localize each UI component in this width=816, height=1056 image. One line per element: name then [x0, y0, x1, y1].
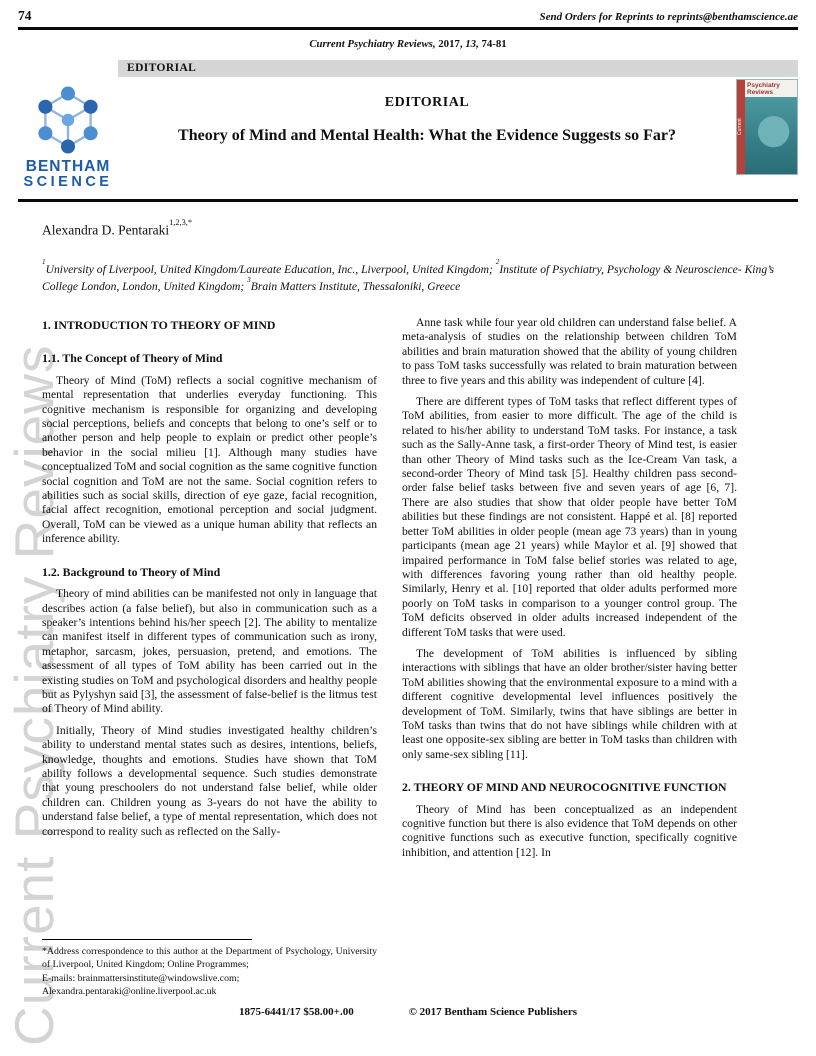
- title-block: [118, 79, 736, 145]
- right-column: [402, 316, 737, 998]
- issn-price: 1875-6441/17 $58.00+.00: [238, 1006, 354, 1019]
- cover-artwork: [745, 97, 797, 174]
- copyright-notice: © 2017 Bentham Science Publishers: [408, 1006, 578, 1019]
- paragraph: Initially, Theory of Mind studies investigated healthy children’s ability to understand mental states such as desires, intentions, beliefs, knowledge, thoughts and emotions. Studies have shown that ToM ability follows a developmental sequence. Such studies demonstrate that young preschoolers do not understand false belief, while older children can. Children young as 3-years do not have the ability to understand false belief, a type of mental representation, which does not correspond to reality such as reflected on the Sally-: [42, 723, 377, 838]
- bottom-publisher-line: [0, 1006, 816, 1018]
- top-rule: [18, 27, 798, 30]
- paragraph: Theory of Mind has been conceptualized as an independent cognitive function but there is also evidence that ToM depends on other cognitive functions such as executive function, specifically cognitive inhibition, and attention [12]. In: [402, 802, 737, 859]
- journal-watermark: Current Psychiatry Reviews: [3, 344, 65, 1046]
- reprint-notice: Send Orders for Reprints to reprints@benthamscience.ae: [539, 11, 798, 23]
- masthead: [18, 60, 798, 191]
- footnote-rule: [42, 939, 252, 940]
- cover-spine: Current: [737, 80, 745, 174]
- journal-citation: [0, 38, 816, 50]
- footnote-email-2: Alexandra.pentaraki@online.liverpool.ac.uk: [42, 985, 217, 997]
- citation-volume: 13,: [462, 37, 479, 50]
- paragraph: There are different types of ToM tasks that reflect different types of ToM abilities, from easier to more difficult. The age of the child is related to his/her ability to understand ToM tasks. For instance, a task such as the Sally-Anne task, a first-order Theory of Mind test, is easier than other Theory of Mind tasks such as the Ice-Cream Van task, a second-order Theory of Mind task [5]. Healthy children pass second-order false belief tasks between five and seven years of age [6, 7]. There are also studies that show that older people have better ToM abilities but these findings are not consistent. Happé et al. [8] reported better ToM abilities in older people (mean age 73 years) than in young participants (mean age 21 years) while Maylor et al. [9] showed that impaired performance in ToM false belief stories was related to age, with differences favoring young rather than old healthy people. Similarly, Henry et al. [10] reported that older adults performed more poorly on ToM tasks in comparison to a younger control group. The ToM deficits observed in older adults increased independent of the different ToM tasks that were used.: [402, 395, 737, 639]
- page-number: 74: [18, 8, 32, 23]
- author-superscript: 1,2,3,*: [169, 218, 193, 228]
- cover-title: [745, 80, 797, 97]
- left-column: [42, 316, 377, 998]
- affiliation-2: Institute of Psychiatry, Psychology & Neuroscience- King’s College London, London, United Kingdom;: [42, 262, 774, 294]
- logo-text-bentham: BENTHAM: [25, 157, 111, 175]
- affiliation-1: University of Liverpool, United Kingdom/Laureate Education, Inc., Liverpool, United Kingdom;: [45, 262, 496, 276]
- affiliation-sup-2: 2: [495, 258, 500, 267]
- paragraph: The development of ToM abilities is influenced by sibling interactions with siblings that have an older brother/sister having better ToM abilities showing that the environmental exposure to a mind with a different cognitive developmental level influences positively the development of ToM. Similarly, twins that have siblings are better in ToM tasks than twins that do not have siblings while children with at least one opposite-sex sibling are better in ToM tasks than children with only same-sex sibling [11].: [402, 646, 737, 761]
- section-label-bar: EDITORIAL: [118, 60, 798, 77]
- citation-journal: Current Psychiatry Reviews,: [309, 37, 436, 50]
- logo-text-science: SCIENCE: [23, 173, 113, 190]
- article-type-heading: EDITORIAL: [384, 94, 470, 110]
- molecule-logo-icon: [24, 81, 112, 159]
- body-columns: [42, 316, 774, 998]
- cover-title-line2: Reviews: [747, 88, 774, 96]
- author-name: [42, 218, 774, 239]
- affiliation-3: Brain Matters Institute, Thessaloniki, Greece: [250, 280, 461, 294]
- journal-cover-thumbnail: [736, 79, 798, 175]
- affiliations: [42, 258, 774, 296]
- subsection-heading-1-1: 1.1. The Concept of Theory of Mind: [42, 351, 223, 366]
- citation-year: 2017,: [435, 37, 463, 50]
- correspondence-footnote: [42, 933, 377, 998]
- footnote-address: *Address correspondence to this author at the Department of Psychology, University of Liverpool, United Kingdom; Online Programmes;: [42, 946, 377, 971]
- paragraph: Theory of Mind (ToM) reflects a social cognitive mechanism of mental representation that underlies everyday functioning. This cognitive mechanism is responsible for organizing and developing social perceptions, beliefs and concepts that belong to one’s self or to another person and help people to explain or predict other people’s behavior in the social milieu [1]. Although many studies have conceptualized ToM and social cognition as the same cognitive function social cognition and ToM are not the same. Social cognition refers to abilities such as social skills, direction of eye gaze, facial recognition, facial affect recognition, emotional perception and social judgment. Overall, ToM can be viewed as a unique human ability that reflects an inference ability.: [42, 373, 377, 546]
- article-title: Theory of Mind and Mental Health: What the Evidence Suggests so Far?: [178, 126, 676, 144]
- cover-title-line1: Psychiatry: [747, 81, 780, 89]
- subsection-heading-1-2: 1.2. Background to Theory of Mind: [42, 564, 221, 579]
- affiliation-sup-1: 1: [42, 258, 46, 267]
- footnote-email-1: E-mails: brainmattersinstitute@windowslive.com;: [42, 972, 240, 984]
- paragraph: Theory of mind abilities can be manifested not only in language that describes action (a false belief), but also in communication such as a speaker’s intentions behind his/her speech [2]. The ability to mentalize can manifest itself in different types of communication such as irony, metaphor, sarcasm, jokes, persuasion, pretend, and emotions. The assessment of all types of ToM ability has been carried out in the existing studies on ToM and psychological disorders and healthy people but as Pylyshyn said [3], the assessment of false-belief is the litmus test of Theory of Mind ability.: [42, 587, 377, 716]
- masthead-rule: [18, 199, 798, 203]
- publisher-logo: [18, 79, 118, 191]
- affiliation-sup-3: 3: [247, 276, 251, 285]
- byline: [42, 218, 774, 296]
- citation-pages: 74-81: [478, 37, 507, 50]
- author-name-text: Alexandra D. Pentaraki: [42, 222, 170, 238]
- section-heading-2: 2. THEORY OF MIND AND NEUROCOGNITIVE FUNCTION: [402, 780, 727, 795]
- section-heading-1: 1. INTRODUCTION TO THEORY OF MIND: [42, 318, 276, 333]
- running-head: [18, 8, 798, 24]
- paragraph: Anne task while four year old children can understand false belief. A meta-analysis of studies on the relationship between children ToM abilities and brain maturation showed that the ability of young children to pass ToM tasks successfully was related to brain maturation between three to five years and this ability was independent of culture [4].: [402, 316, 737, 387]
